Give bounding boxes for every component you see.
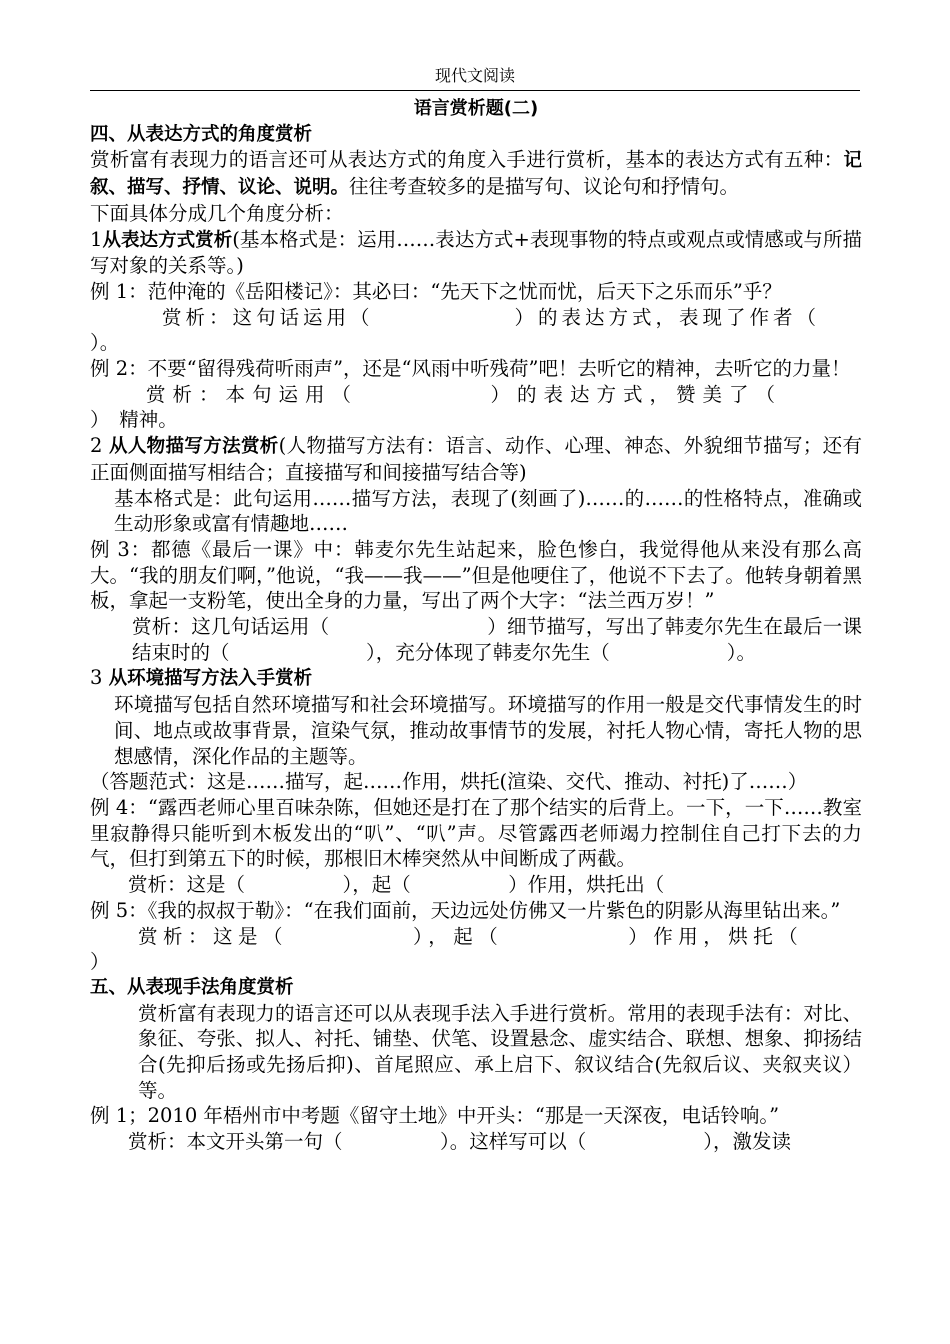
example-5: 例 5：《我的叔叔于勒》：“在我们面前，天边远处仿佛又一片紫色的阴影从海里钻出来。” — [90, 898, 841, 922]
example-2: 例 2：不要“留得残荷听雨声”，还是“风雨中听残荷”吧！去听它的精神，去听它的力量！ — [90, 357, 851, 381]
example-3-answer: 赏析：这几句话运用（ ）细节描写，写出了韩麦尔先生在最后一课结束时的（ ），充分体现了韩麦尔先生（ ）。 — [132, 615, 862, 664]
document-body — [90, 96, 862, 1155]
example-5-answer-end: ） — [90, 950, 110, 974]
document-title: 语言赏析题(二) — [413, 98, 539, 119]
page-header: 现代文阅读 — [434, 66, 515, 85]
header-rule — [90, 90, 860, 91]
section-5-text: 赏析富有表现力的语言还可以从表现手法入手进行赏析。常用的表现手法有：对比、象征、夸张、拟人、衬托、铺垫、伏笔、设置悬念、虚实结合、联想、想象、抑扬结合(先抑后扬或先扬后抑)、首尾照应、承上启下、叙议结合(先叙后议、夹叙夹议）等。 — [138, 1001, 862, 1102]
point-1-text: (基本格式是：运用……表达方式+表现事物的特点或观点或情感或与所描写对象的关系等。) — [90, 227, 862, 278]
example-3: 例 3：都德《最后一课》中：韩麦尔先生站起来，脸色惨白，我觉得他从来没有那么高大。“我的朋友们啊，”他说，“我——我——”但是他哽住了，他说不下去了。他转身朝着黑板，拿起一支粉笔，使出全身的力量，写出了两个大字：“法兰西万岁！” — [90, 537, 862, 613]
example-1: 例 1：范仲淹的《岳阳楼记》：其必曰：“先天下之忧而忧，后天下之乐而乐”乎？ — [90, 279, 782, 303]
intro-bold-terms: 记叙、描写、抒情、议论、说明。 — [90, 150, 862, 199]
example-5-answer: 赏析：这是（ ），起（ ）作用，烘托（ — [138, 924, 804, 948]
example-2-answer: 赏析：本句运用（ ）的表达方式，赞美了（ — [146, 382, 783, 406]
point-1 — [90, 227, 862, 279]
point-3-text: 环境描写包括自然环境描写和社会环境描写。环境描写的作用一般是交代事情发生的时间、地点或故事背景，渲染气氛，推动故事情节的发展，衬托人物心情，寄托人物的思想感情，深化作品的主题等。 — [114, 693, 862, 768]
example-4: 例 4：“露西老师心里百味杂陈，但她还是打在了那个结实的后背上。一下，一下……教室里寂静得只能听到木板发出的“叭”、“叭”声。尽管露西老师竭力控制住自己打下去的力气，但打到第五下的时候，那根旧木棒突然从中间断成了两截。 — [90, 795, 862, 871]
section-4-intro — [90, 147, 862, 200]
example-2-answer-end: ） 精神。 — [90, 408, 178, 432]
point-3-number: 3 — [90, 666, 109, 690]
point-2-heading: 从人物描写方法赏析 — [108, 436, 279, 458]
point-2-text: (人物描写方法有：语言、动作、心理、神态、外貌细节描写；还有正面侧面描写相结合；直接描写和间接描写结合等) — [90, 434, 863, 484]
point-2 — [90, 433, 862, 485]
example-1-answer: 赏析：这句话运用（ ）的表达方式，表现了作者（ — [162, 305, 821, 329]
example-1-answer-end: ）。 — [90, 331, 120, 355]
point-2-number: 2 — [90, 434, 109, 458]
example-4-answer: 赏析：这是（ ），起（ ）作用，烘托出（ — [128, 873, 665, 897]
section-4-heading: 四、从表达方式的角度赏析 — [90, 123, 313, 145]
intro-text-b: 往往考查较多的是描写句、议论句和抒情句。 — [349, 175, 740, 199]
section-5-heading: 五、从表现手法角度赏析 — [90, 976, 294, 998]
intro-text-a: 赏析富有表现力的语言还可从表达方式的角度入手进行赏析，基本的表达方式有五种： — [90, 148, 844, 172]
example-6: 例 1；2010 年梧州市中考题《留守土地》中开头：“那是一天深夜，电话铃响。” — [90, 1104, 780, 1128]
point-3-format: （答题范式：这是……描写，起……作用，烘托(渲染、交代、推动、衬托)了……） — [90, 770, 808, 794]
section-4-subintro: 下面具体分成几个角度分析： — [90, 201, 344, 225]
point-2-format: 基本格式是：此句运用……描写方法，表现了(刻画了)……的……的性格特点，准确或生动形象或富有情趣地…… — [114, 486, 862, 536]
point-3-heading: 从环境描写方法入手赏析 — [108, 668, 313, 690]
point-1-heading: 从表达方式赏析 — [102, 229, 233, 251]
point-3 — [90, 665, 862, 692]
point-1-number: 1 — [90, 227, 103, 251]
example-6-answer: 赏析：本文开头第一句（ ）。这样写可以（ ），激发读 — [128, 1130, 792, 1154]
